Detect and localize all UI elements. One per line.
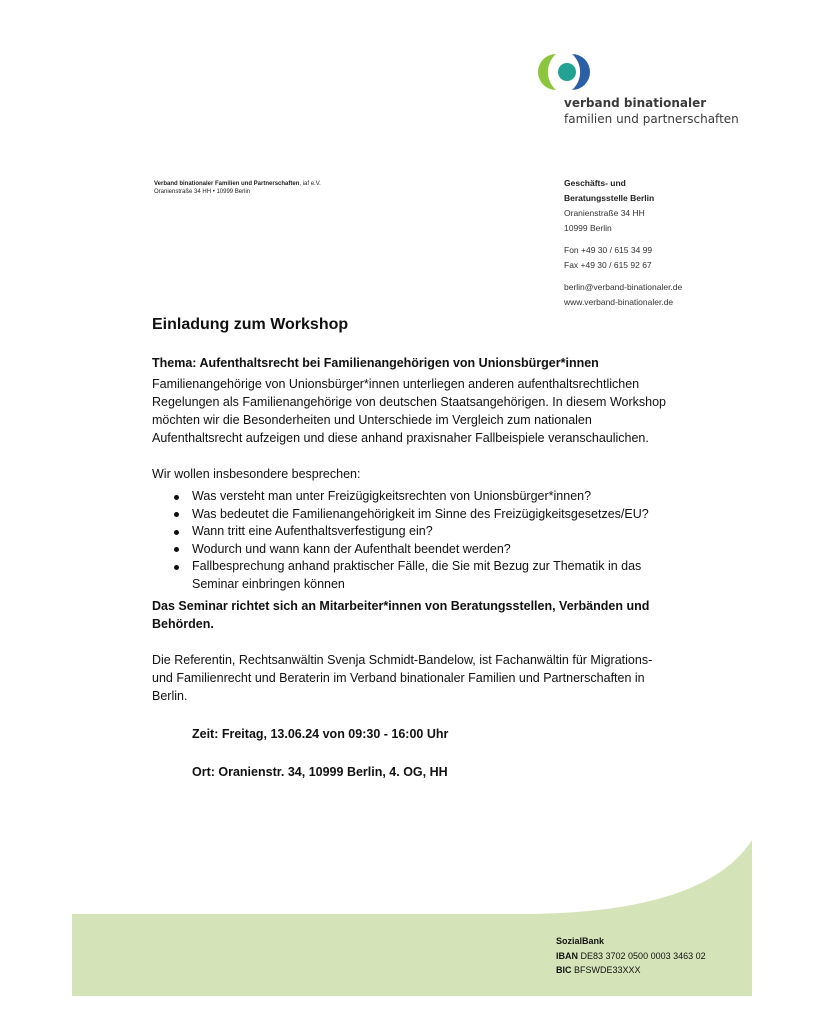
sender-organization <box>154 181 321 187</box>
bullet-icon <box>174 512 179 517</box>
sender-org-name: Verband binationaler Familien und Partnerschaften <box>154 181 300 187</box>
list-item-text: Wann tritt eine Aufenthaltsverfestigung ein? <box>192 524 433 539</box>
bank-name: SozialBank <box>556 936 605 946</box>
office-heading-line2: Beratungsstelle Berlin <box>564 193 655 203</box>
list-item-text: Fallbesprechung anhand praktischer Fälle, die Sie mit Bezug zur Thematik in das Seminar einbringen können <box>192 559 642 591</box>
event-location: Ort: Oranienstr. 34, 10999 Berlin, 4. OG, HH <box>192 764 448 779</box>
letter-body <box>152 314 672 781</box>
iban-value: DE83 3702 0500 0003 3463 02 <box>580 950 706 961</box>
topics-list <box>152 488 672 594</box>
logo-text-line2: familien und partnerschaften <box>564 112 739 126</box>
list-item <box>174 523 672 541</box>
list-item-text: Was bedeutet die Familienangehörigkeit im Sinne des Freizügigkeitsgesetzes/EU? <box>192 506 649 521</box>
bullet-icon <box>174 495 179 500</box>
office-phone: Fon +49 30 / 615 34 99 <box>564 245 653 255</box>
list-item <box>174 506 672 524</box>
list-item-text: Wodurch und wann kann der Aufenthalt beendet werden? <box>192 541 511 556</box>
list-item <box>174 488 672 506</box>
topic-heading: Thema: Aufenthaltsrecht bei Familienangehörigen von Unionsbürger*innen <box>152 356 599 370</box>
list-item <box>174 541 672 559</box>
sender-address: Oranienstraße 34 HH • 10999 Berlin <box>154 189 251 195</box>
speaker-paragraph: Die Referentin, Rechtsanwältin Svenja Schmidt-Bandelow, ist Fachanwältin für Migrations- und Familienrecht und Beraterin im Verband binationaler Familien und Partnerschaften in Berlin. <box>152 652 653 703</box>
bullet-icon <box>174 547 179 552</box>
bank-bic-line <box>556 963 706 978</box>
bank-iban-line <box>556 949 706 964</box>
event-time: Zeit: Freitag, 13.06.24 von 09:30 - 16:00 Uhr <box>192 726 449 741</box>
organization-logo-icon <box>532 52 604 92</box>
logo-text-line1: verband binationaler <box>564 96 707 110</box>
office-website-link[interactable]: www.verband-binationaler.de <box>564 297 674 307</box>
office-street: Oranienstraße 34 HH <box>564 208 645 218</box>
bullet-icon <box>174 530 179 535</box>
list-item <box>174 558 672 593</box>
office-city: 10999 Berlin <box>564 223 612 233</box>
office-email-link[interactable]: berlin@verband-binationaler.de <box>564 282 683 292</box>
list-item-text: Was versteht man unter Freizügigkeitsrechten von Unionsbürger*innen? <box>192 489 592 503</box>
office-contact-block <box>564 176 682 310</box>
sender-org-suffix: , iaf e.V. <box>299 181 321 187</box>
page-title: Einladung zum Workshop <box>152 316 349 333</box>
iban-label: IBAN <box>556 950 578 961</box>
bic-label: BIC <box>556 965 572 975</box>
office-fax: Fax +49 30 / 615 92 67 <box>564 260 652 270</box>
target-audience: Das Seminar richtet sich an Mitarbeiter*innen von Beratungsstellen, Verbänden und Behörden. <box>152 598 650 631</box>
office-heading-line1: Geschäfts- und <box>564 178 626 188</box>
bullets-lead: Wir wollen insbesondere besprechen: <box>152 467 361 481</box>
bullet-icon <box>174 565 179 570</box>
bic-value: BFSWDE33XXX <box>574 965 641 975</box>
intro-paragraph: Familienangehörige von Unionsbürger*innen unterliegen anderen aufenthaltsrechtlichen Regelungen als Familienangehörige von deutschen Staatsangehörigen. In diesem Workshop möchten wir die Besonderheiten und Unterschiede im Vergleich zum nationalen Aufenthaltsrecht aufzeigen und diese anhand praxisnaher Fallbeispiele veranschaulichen. <box>152 377 666 445</box>
bank-details <box>556 934 706 978</box>
